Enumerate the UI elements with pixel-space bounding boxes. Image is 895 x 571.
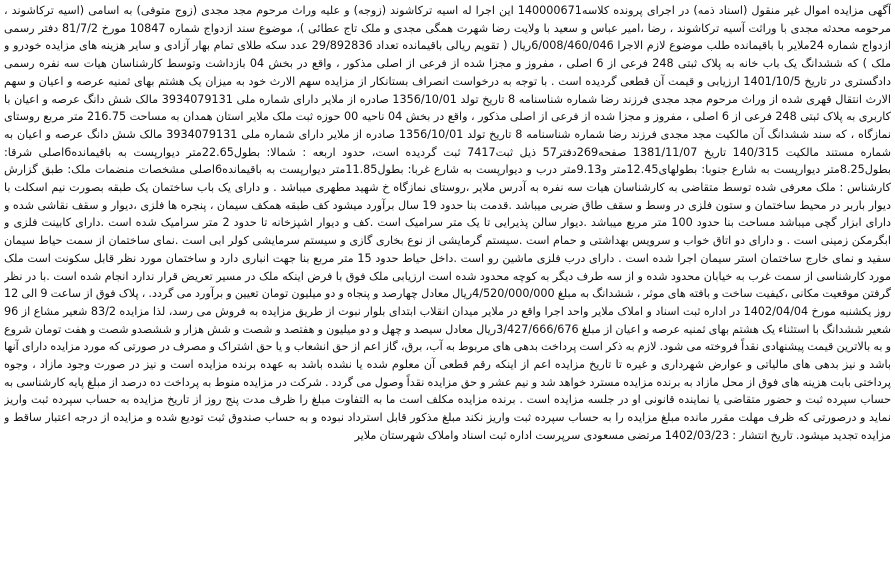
notice-body-text: آگهی مزایده اموال غیر منقول (اسناد ذمه) در اجرای پرونده کلاسه140000671 این اجرا له اسیه ترکاشوند (زوجه) و علیه وراث مرحوم مجد مجدی (زوج متوفی) به اسامی (اسیه ترکاشوند ، مرحومه محدثه مجدی با وراثت آسیه ترکاشوند ، رضا ،امیر عباس و سعید با ولایت رضا شهرت همگی مجدی و ملک تاج عطائی )، موضوع سند ازدواج شماره 10847 مورخ 81/7/2 دفتر رسمی ازدواج شماره 24ملایر با باقیمانده طلب موضوع لازم الاجرا 6/008/460/046ریال ( تقویم ریالی باقیمانده تعداد 29/892836 عدد سکه طلای تمام بهار آزادی و سایر هزینه های مزایده خودرو و ملک ) که ششدانگ یک باب خانه به پلاک ثبتی 248 فرعی از 6 اصلی ، مفروز و مجزا شده از فرعی از اصلی مذکور ، واقع در بخش 04 بازداشت وتوسط کارشناسان هیات سه نفره رسمی دادگستری در تاریخ 1401/10/5 ارزیابی و قیمت آن قطعی گردیده است . با توجه به درخواست انصراف بستانکار از مزایده سهم الارث خود به میزان یک هشتم بهای ثمنیه عرصه و اعیان و سهم الارث انتقال قهری شده از وراث مرحوم مجد مجدی فرزند رضا شماره شناسنامه 8 تاریخ تولد 1356/10/01 صادره از ملایر دارای شماره ملی 3934079131 مالک شش دانگ عرصه و اعیان با کاربری به پلاک ثبتی 248 فرعی از 6 اصلی ، مفروز و مجزا شده از فرعی از اصلی مذکور ، واقع در بخش 04 ناحیه 00 حوزه ثبت ملک ملایر استان همدان به مساحت 216.75 متر مربع روستای نمازگاه ، که سند ششدانگ آن مالکیت مجد مجدی فرزند رضا شماره شناسنامه 8 تاریخ تولد 1356/10/01 صادره از ملایر دارای شماره ملی 3934079131 مالک شش دانگ عرصه و اعیان به شماره مستند مالکیت 140/315 تاریخ 1381/11/07 صفحه269دفتر57 ذیل ثبت7417 ثبت گردیده است، حدود اربعه : شمالا: بطول22.65متر دیوارپست به باقیمانده6اصلی شرقا: بطول8.25متر دیوارپست به شارع جنوبا: بطولهای12.45متر و9.13متر درب و دیوارپست به شارع غربا: بطول11.85متر دیوارپست به باقیمانده6اصلی مشخصات منضمات ملک: طبق گزارش کارشناس : ملک معرفی شده توسط متقاضی به کارشناسان هیات سه نفره به آدرس ملایر ،روستای نمازگاه خ شهید مطهری میباشد . و دارای یک باب ساختمان یک طبقه بصورت نیم اسکلت با دیوار باربر در محیط ساختمان و ستون فلزی در وسط و سقف طاق ضربی میباشد .قدمت بنا حدود 19 سال برآورد میشود کف طبقه همکف سیمان ، پنجره ها فلزی ،دیوار و سقف نقاشی شده و دارای ابزار گچی میباشد مساحت بنا حدود 100 متر مربع میباشد .دیوار سالن پذیرایی تا یک متر سرامیک است .کف و دیوار اشپزخانه تا حدود 2 متر سرامیک شده است .دارای کابینت فلزی و ابگرمکن زمینی است . و دارای دو اتاق خواب و سرویس بهداشتی و حمام است .سیستم گرمایشی از نوع بخاری گازی و سیستم سرمایشی کولر ابی است .نمای ساختمان از سمت حیاط سیمان سفید و نمای خارج ساختمان استر سیمان اجرا شده است . دارای درب فلزی ماشین رو است .داخل حیاط حدود 15 متر مربع بنا جهت انباری دارد و ساختمان مورد نظر قابل سکونت است ملک مورد کارشناسی از سمت غرب به خیابان محدود شده و از سه طرف دیگر به کوچه محدود شده است ارزیابی ملک فوق با فرض اینکه ملک در مسیر تعریض قرار ندارد انجام شده است .با در نظر گرفتن موقعیت مکانی ،کیفیت ساخت و بافته های موثر ، ششدانگ به مبلغ 4/520/000/000ریال معادل چهارصد و پنجاه و دو میلیون تومان تعیین و برآورد می گردد. ، پلاک فوق از ساعت 9 الی 12 روز یکشنبه مورخ 1402/04/04 در اداره ثبت اسناد و املاک ملایر واحد اجرا واقع در ملایر میدان انقلاب ابتدای بلوار نبوت از طریق مزایده به فروش می رسد، لذا مزایده 83/2 شعیر مشاع از 96 شعیر ششدانگ با استثناء یک هشتم بهای ثمنیه عرصه و اعیان از مبلغ 3/427/666/676ریال معادل سیصد و چهل و دو میلیون و هفتصد و شصت و شش هزار و ششصدو شصت و هفت تومان شروع و به بالاترین قیمت پیشنهادی نقداً فروخته می شود. لازم به ذکر است پرداخت بدهی های مربوط به آب، برق، گاز اعم از حق انشعاب و یا حق اشتراک و مصرف در صورتی که مورد مزایده دارای آنها باشد و نیز بدهی های مالیاتی و عوارض شهرداری و غیره تا تاریخ مزایده اعم از اینکه رقم قطعی آن معلوم شده یا نشده باشد به عهده برنده مزایده است و نیز در صورت وجود مازاد ، وجوه پرداختی بابت هزینه های فوق از محل مازاد به برنده مزایده مسترد خواهد شد و نیم عشر و حق مزایده نقداً وصول می گردد . شرکت در مزایده منوط به پرداخت ده درصد از مبلغ پایه کارشناسی به حساب سپرده ثبت و حضور متقاضی یا نماینده قانونی او در جلسه مزایده است . برنده مزایده مکلف است ما به التفاوت مبلغ را ظرف مدت پنج روز از تاریخ مزایده به حساب سپرده ثبت واریز نماید و درصورتی که ظرف مهلت مقرر مانده مبلغ مزایده را به حساب سپرده ثبت واریز نکند مبلغ مذکور قابل استرداد نبوده و به حساب صندوق ثبت تودیع شده و مزایده از درجه اعتبار ساقط و مزایده تجدید میشود. تاریخ انتشار : 1402/03/23 مرتضی مسعودی سرپرست اداره ثبت اسناد واملاک شهرستان ملایر — [4, 4, 891, 442]
auction-notice — [4, 2, 891, 568]
